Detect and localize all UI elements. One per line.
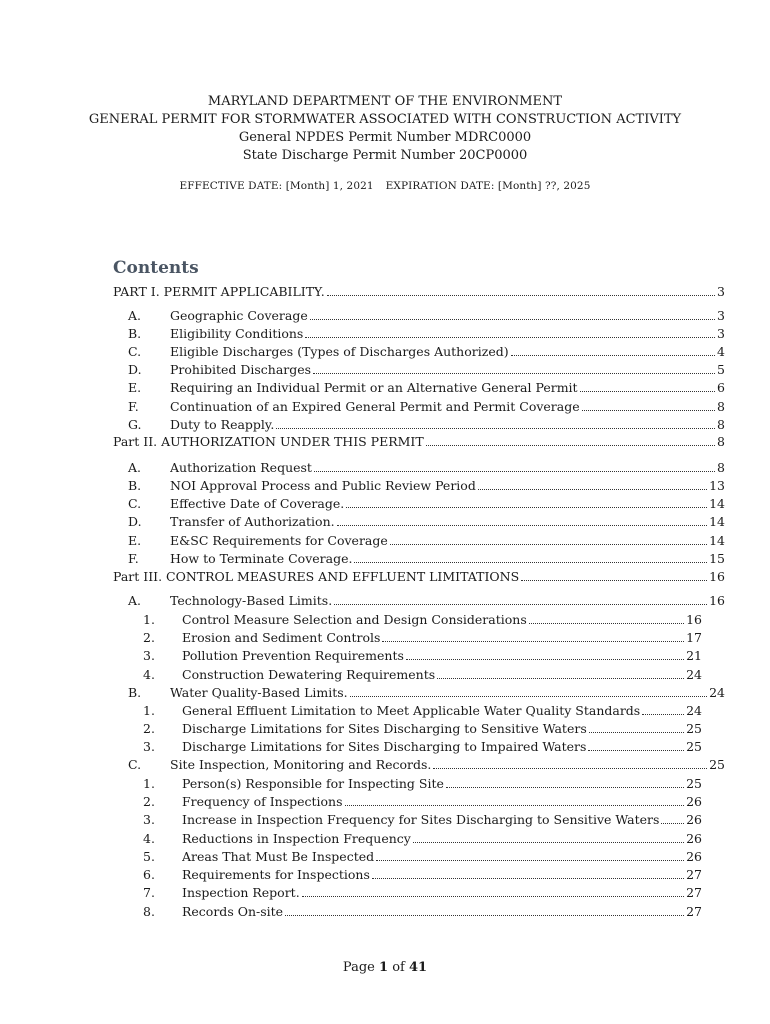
- permit-title: GENERAL PERMIT FOR STORMWATER ASSOCIATED WITH CONSTRUCTION ACTIVITY: [88, 112, 682, 127]
- toc-entry-title: How to Terminate Coverage.: [170, 551, 353, 566]
- toc-entry-title: Frequency of Inspections: [182, 794, 343, 809]
- toc-subsection-entry[interactable]: [143, 885, 702, 901]
- toc-entry-title: Person(s) Responsible for Inspecting Site: [182, 776, 444, 791]
- toc-entry-title: Eligible Discharges (Types of Discharges Authorized): [170, 344, 509, 359]
- toc-entry-marker: B.: [128, 478, 142, 493]
- toc-part-entry[interactable]: [113, 569, 725, 585]
- toc-entry-title: Water Quality-Based Limits.: [170, 685, 348, 700]
- toc-entry-page-number: 26: [686, 831, 702, 846]
- toc-entry-page-number: 24: [686, 667, 702, 682]
- toc-section-entry[interactable]: [128, 460, 725, 476]
- toc-entry-marker: 4.: [143, 831, 155, 846]
- toc-entry-marker: 3.: [143, 648, 155, 663]
- toc-subsection-entry[interactable]: [143, 812, 702, 828]
- toc-entry-title: NOI Approval Process and Public Review Period: [170, 478, 476, 493]
- expiration-date: EXPIRATION DATE: [Month] ??, 2025: [385, 180, 591, 192]
- total-page-count: 41: [408, 960, 428, 975]
- toc-entry-page-number: 3: [717, 326, 725, 341]
- toc-dot-leader: [582, 409, 715, 411]
- toc-section-entry[interactable]: [128, 757, 725, 773]
- toc-entry-title: Requiring an Individual Permit or an Alternative General Permit: [170, 380, 578, 395]
- toc-entry-title: Increase in Inspection Frequency for Sites Discharging to Sensitive Waters: [182, 812, 660, 827]
- toc-part-entry[interactable]: [113, 284, 725, 300]
- toc-subsection-entry[interactable]: [143, 776, 702, 792]
- toc-entry-title: Site Inspection, Monitoring and Records.: [170, 757, 432, 772]
- toc-entry-marker: 3.: [143, 739, 155, 754]
- toc-section-entry[interactable]: [128, 362, 725, 378]
- agency-name: MARYLAND DEPARTMENT OF THE ENVIRONMENT: [207, 94, 563, 109]
- toc-section-entry[interactable]: [128, 344, 725, 360]
- toc-subsection-entry[interactable]: [143, 648, 702, 664]
- toc-section-entry[interactable]: [128, 551, 725, 567]
- toc-dot-leader: [661, 822, 684, 824]
- contents-heading: Contents: [113, 258, 199, 278]
- toc-entry-page-number: 17: [686, 630, 702, 645]
- toc-entry-title: Discharge Limitations for Sites Discharging to Impaired Waters: [182, 739, 587, 754]
- toc-entry-page-number: 27: [686, 867, 702, 882]
- toc-entry-marker: A.: [128, 460, 142, 475]
- toc-entry-title: General Effluent Limitation to Meet Applicable Water Quality Standards: [182, 703, 641, 718]
- toc-dot-leader: [529, 622, 684, 624]
- toc-entry-title: Eligibility Conditions: [170, 326, 304, 341]
- toc-entry-page-number: 4: [717, 344, 725, 359]
- toc-entry-page-number: 27: [686, 904, 702, 919]
- toc-dot-leader: [511, 354, 715, 356]
- toc-subsection-entry[interactable]: [143, 849, 702, 865]
- toc-entry-page-number: 21: [686, 648, 702, 663]
- toc-dot-leader: [588, 749, 684, 751]
- toc-entry-page-number: 14: [709, 514, 725, 529]
- toc-entry-title: Construction Dewatering Requirements: [182, 667, 436, 682]
- toc-entry-page-number: 26: [686, 812, 702, 827]
- toc-section-entry[interactable]: [128, 308, 725, 324]
- toc-entry-title: Discharge Limitations for Sites Discharging to Sensitive Waters: [182, 721, 587, 736]
- toc-part-entry[interactable]: [113, 434, 725, 450]
- current-page-number: 1: [379, 960, 389, 975]
- toc-entry-marker: C.: [128, 496, 142, 511]
- toc-entry-page-number: 15: [709, 551, 725, 566]
- toc-entry-marker: E.: [128, 533, 142, 548]
- npdes-permit-number: General NPDES Permit Number MDRC0000: [238, 130, 532, 145]
- toc-entry-title: Part III. CONTROL MEASURES AND EFFLUENT LIMITATIONS: [113, 569, 520, 584]
- toc-entry-page-number: 25: [709, 757, 725, 772]
- toc-subsection-entry[interactable]: [143, 867, 702, 883]
- page-label: Page: [342, 960, 375, 975]
- toc-entry-marker: C.: [128, 344, 142, 359]
- toc-entry-title: Geographic Coverage: [170, 308, 308, 323]
- toc-subsection-entry[interactable]: [143, 667, 702, 683]
- toc-entry-page-number: 8: [717, 460, 725, 475]
- toc-entry-page-number: 26: [686, 849, 702, 864]
- toc-entry-page-number: 25: [686, 739, 702, 754]
- toc-entry-title: Authorization Request: [170, 460, 312, 475]
- toc-entry-page-number: 25: [686, 776, 702, 791]
- toc-entry-page-number: 25: [686, 721, 702, 736]
- toc-entry-marker: B.: [128, 326, 142, 341]
- toc-dot-leader: [314, 470, 715, 472]
- toc-entry-page-number: 8: [717, 417, 725, 432]
- toc-dot-leader: [372, 877, 684, 879]
- toc-subsection-entry[interactable]: [143, 904, 702, 920]
- toc-dot-leader: [285, 914, 684, 916]
- toc-entry-page-number: 14: [709, 496, 725, 511]
- toc-subsection-entry[interactable]: [143, 703, 702, 719]
- toc-dot-leader: [437, 677, 684, 679]
- toc-entry-page-number: 5: [717, 362, 725, 377]
- toc-entry-marker: 4.: [143, 667, 155, 682]
- toc-dot-leader: [305, 336, 715, 338]
- toc-dot-leader: [276, 427, 715, 429]
- toc-entry-marker: 2.: [143, 794, 155, 809]
- toc-subsection-entry[interactable]: [143, 612, 702, 628]
- toc-entry-marker: G.: [128, 417, 142, 432]
- toc-entry-page-number: 16: [709, 569, 725, 584]
- toc-entry-marker: F.: [128, 399, 139, 414]
- toc-dot-leader: [580, 390, 715, 392]
- toc-dot-leader: [302, 895, 684, 897]
- toc-subsection-entry[interactable]: [143, 721, 702, 737]
- toc-dot-leader: [346, 506, 707, 508]
- toc-entry-marker: B.: [128, 685, 142, 700]
- toc-entry-page-number: 8: [717, 399, 725, 414]
- toc-section-entry[interactable]: [128, 399, 725, 415]
- toc-entry-page-number: 13: [709, 478, 725, 493]
- state-permit-number: State Discharge Permit Number 20CP0000: [242, 148, 528, 163]
- toc-dot-leader: [446, 786, 684, 788]
- toc-entry-page-number: 16: [686, 612, 702, 627]
- toc-entry-marker: 6.: [143, 867, 155, 882]
- toc-entry-page-number: 27: [686, 885, 702, 900]
- toc-entry-marker: A.: [128, 308, 142, 323]
- toc-entry-marker: 1.: [143, 612, 155, 627]
- toc-entry-marker: C.: [128, 757, 142, 772]
- toc-subsection-entry[interactable]: [143, 739, 702, 755]
- toc-dot-leader: [589, 731, 684, 733]
- toc-dot-leader: [478, 488, 707, 490]
- toc-dot-leader: [334, 603, 707, 605]
- toc-dot-leader: [406, 658, 684, 660]
- toc-entry-marker: 5.: [143, 849, 155, 864]
- toc-section-entry[interactable]: [128, 478, 725, 494]
- toc-entry-title: Control Measure Selection and Design Considerations: [182, 612, 527, 627]
- toc-dot-leader: [426, 444, 715, 446]
- toc-section-entry[interactable]: [128, 593, 725, 609]
- toc-section-entry[interactable]: [128, 533, 725, 549]
- toc-entry-marker: E.: [128, 380, 142, 395]
- toc-entry-page-number: 26: [686, 794, 702, 809]
- toc-entry-title: Effective Date of Coverage.: [170, 496, 345, 511]
- toc-entry-title: Areas That Must Be Inspected: [182, 849, 375, 864]
- toc-entry-page-number: 3: [717, 308, 725, 323]
- toc-entry-title: Part II. AUTHORIZATION UNDER THIS PERMIT: [113, 434, 424, 449]
- toc-section-entry[interactable]: [128, 685, 725, 701]
- toc-entry-page-number: 24: [686, 703, 702, 718]
- toc-entry-title: E&SC Requirements for Coverage: [170, 533, 388, 548]
- toc-subsection-entry[interactable]: [143, 831, 702, 847]
- toc-subsection-entry[interactable]: [143, 794, 702, 810]
- toc-dot-leader: [413, 841, 684, 843]
- toc-entry-marker: 2.: [143, 721, 155, 736]
- toc-dot-leader: [521, 579, 707, 581]
- toc-dot-leader: [642, 713, 684, 715]
- toc-entry-title: Pollution Prevention Requirements: [182, 648, 404, 663]
- page-of-label: of: [392, 960, 405, 975]
- toc-section-entry[interactable]: [128, 496, 725, 512]
- toc-dot-leader: [390, 543, 707, 545]
- toc-entry-title: Requirements for Inspections: [182, 867, 370, 882]
- toc-dot-leader: [376, 859, 684, 861]
- toc-entry-marker: 3.: [143, 812, 155, 827]
- toc-entry-marker: 1.: [143, 703, 155, 718]
- toc-entry-title: Transfer of Authorization.: [170, 514, 335, 529]
- toc-dot-leader: [354, 561, 707, 563]
- effective-date: EFFECTIVE DATE: [Month] 1, 2021: [179, 180, 374, 192]
- toc-entry-page-number: 6: [717, 380, 725, 395]
- toc-entry-title: Erosion and Sediment Controls: [182, 630, 381, 645]
- toc-section-entry[interactable]: [128, 380, 725, 396]
- toc-section-entry[interactable]: [128, 417, 725, 433]
- toc-entry-marker: D.: [128, 514, 142, 529]
- toc-dot-leader: [382, 640, 684, 642]
- toc-section-entry[interactable]: [128, 514, 725, 530]
- toc-entry-title: PART I. PERMIT APPLICABILITY.: [113, 284, 325, 299]
- toc-entry-marker: D.: [128, 362, 142, 377]
- toc-dot-leader: [310, 318, 715, 320]
- toc-entry-title: Prohibited Discharges: [170, 362, 312, 377]
- toc-entry-marker: 7.: [143, 885, 155, 900]
- toc-dot-leader: [313, 372, 715, 374]
- toc-subsection-entry[interactable]: [143, 630, 702, 646]
- toc-dot-leader: [337, 524, 708, 526]
- toc-dot-leader: [350, 695, 707, 697]
- page-footer: [0, 960, 770, 975]
- toc-entry-page-number: 14: [709, 533, 725, 548]
- toc-dot-leader: [433, 767, 707, 769]
- toc-entry-title: Reductions in Inspection Frequency: [182, 831, 411, 846]
- toc-section-entry[interactable]: [128, 326, 725, 342]
- toc-entry-title: Technology-Based Limits.: [170, 593, 333, 608]
- toc-entry-marker: F.: [128, 551, 139, 566]
- toc-entry-page-number: 3: [717, 284, 725, 299]
- toc-entry-page-number: 8: [717, 434, 725, 449]
- toc-entry-marker: 1.: [143, 776, 155, 791]
- toc-entry-title: Continuation of an Expired General Permit and Permit Coverage: [170, 399, 580, 414]
- toc-entry-marker: A.: [128, 593, 142, 608]
- toc-entry-marker: 8.: [143, 904, 155, 919]
- toc-entry-marker: 2.: [143, 630, 155, 645]
- toc-entry-page-number: 24: [709, 685, 725, 700]
- toc-entry-title: Inspection Report.: [182, 885, 300, 900]
- toc-dot-leader: [345, 804, 685, 806]
- toc-dot-leader: [327, 294, 715, 296]
- toc-entry-title: Duty to Reapply.: [170, 417, 275, 432]
- toc-entry-title: Records On-site: [182, 904, 284, 919]
- toc-entry-page-number: 16: [709, 593, 725, 608]
